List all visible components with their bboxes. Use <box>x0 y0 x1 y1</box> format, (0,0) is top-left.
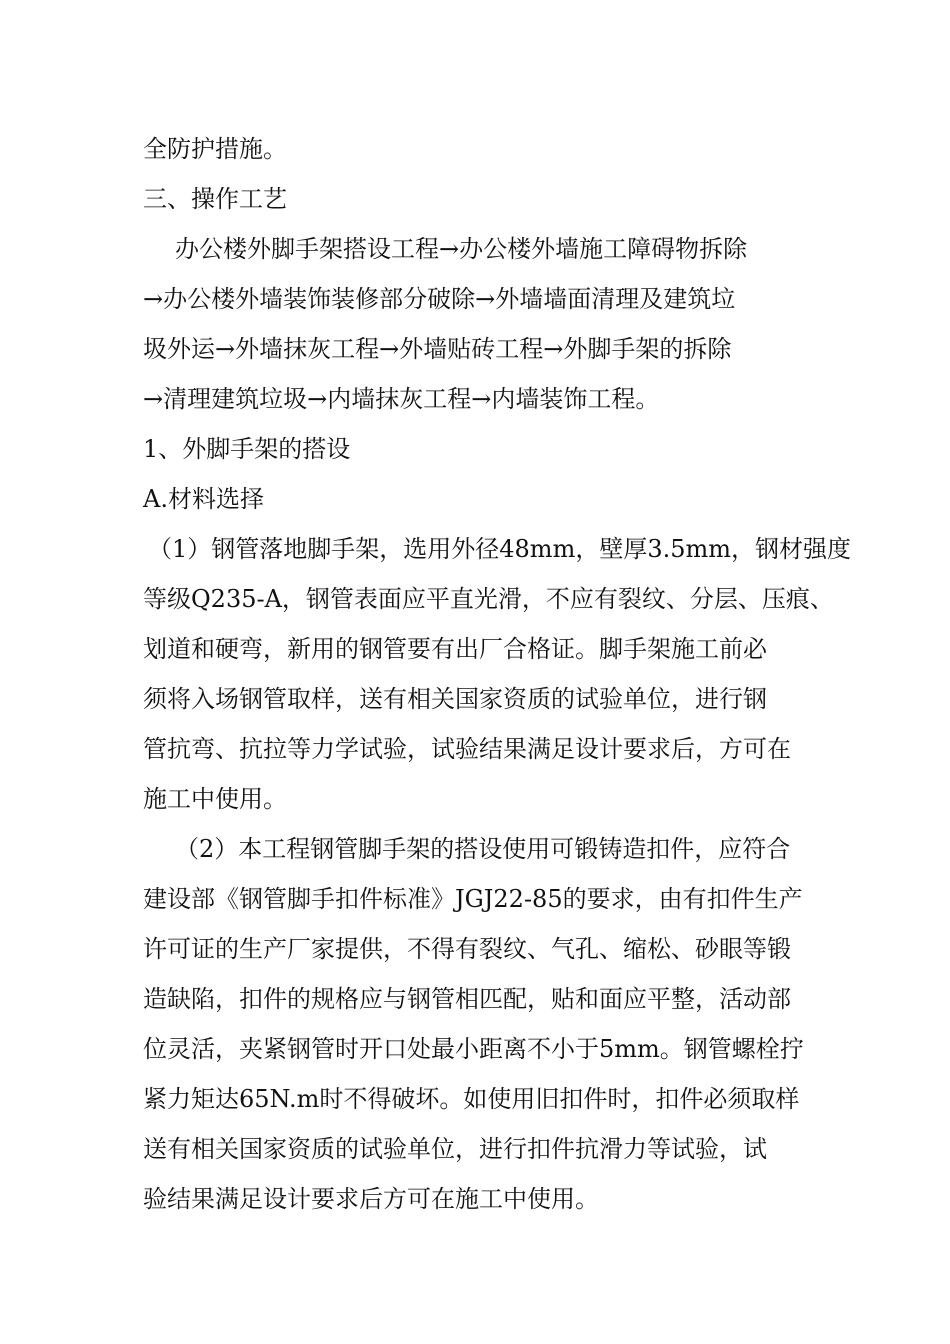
text-line: 建设部《钢管脚手扣件标准》JGJ22-85的要求，由有扣件生产 <box>143 885 803 913</box>
text-line: →清理建筑垃圾→内墙抹灰工程→内墙装饰工程。 <box>143 385 660 413</box>
text-line: （1）钢管落地脚手架，选用外径48mm，壁厚3.5mm，钢材强度 <box>148 535 852 563</box>
text-line: 造缺陷，扣件的规格应与钢管相匹配，贴和面应平整，活动部 <box>143 985 791 1013</box>
text-line: 紧力矩达65N.m时不得破坏。如使用旧扣件时，扣件必须取样 <box>143 1085 800 1113</box>
text-line: 全防护措施。 <box>143 135 287 163</box>
text-line: 划道和硬弯，新用的钢管要有出厂合格证。脚手架施工前必 <box>143 635 767 663</box>
text-line: 须将入场钢管取样，送有相关国家资质的试验单位，进行钢 <box>143 685 767 713</box>
text-line: 办公楼外脚手架搭设工程→办公楼外墙施工障碍物拆除 <box>175 235 748 263</box>
text-line: 验结果满足设计要求后方可在施工中使用。 <box>143 1185 599 1213</box>
text-line: 圾外运→外墙抹灰工程→外墙贴砖工程→外脚手架的拆除 <box>143 335 732 363</box>
text-line: 管抗弯、抗拉等力学试验，试验结果满足设计要求后，方可在 <box>143 735 791 763</box>
subsection-heading: A.材料选择 <box>143 485 264 513</box>
subsection-heading: 1、外脚手架的搭设 <box>143 435 351 463</box>
text-line: 许可证的生产厂家提供，不得有裂纹、气孔、缩松、砂眼等锻 <box>143 935 791 963</box>
text-line: →办公楼外墙装饰装修部分破除→外墙墙面清理及建筑垃 <box>143 285 736 313</box>
section-heading: 三、操作工艺 <box>143 185 287 213</box>
text-line: 送有相关国家资质的试验单位，进行扣件抗滑力等试验，试 <box>143 1135 767 1163</box>
text-line: （2）本工程钢管脚手架的搭设使用可锻铸造扣件，应符合 <box>175 835 791 863</box>
text-line: 施工中使用。 <box>143 785 287 813</box>
text-line: 位灵活，夹紧钢管时开口处最小距离不小于5mm。钢管螺栓拧 <box>143 1035 804 1063</box>
text-line: 等级Q235-A，钢管表面应平直光滑，不应有裂纹、分层、压痕、 <box>143 585 834 613</box>
